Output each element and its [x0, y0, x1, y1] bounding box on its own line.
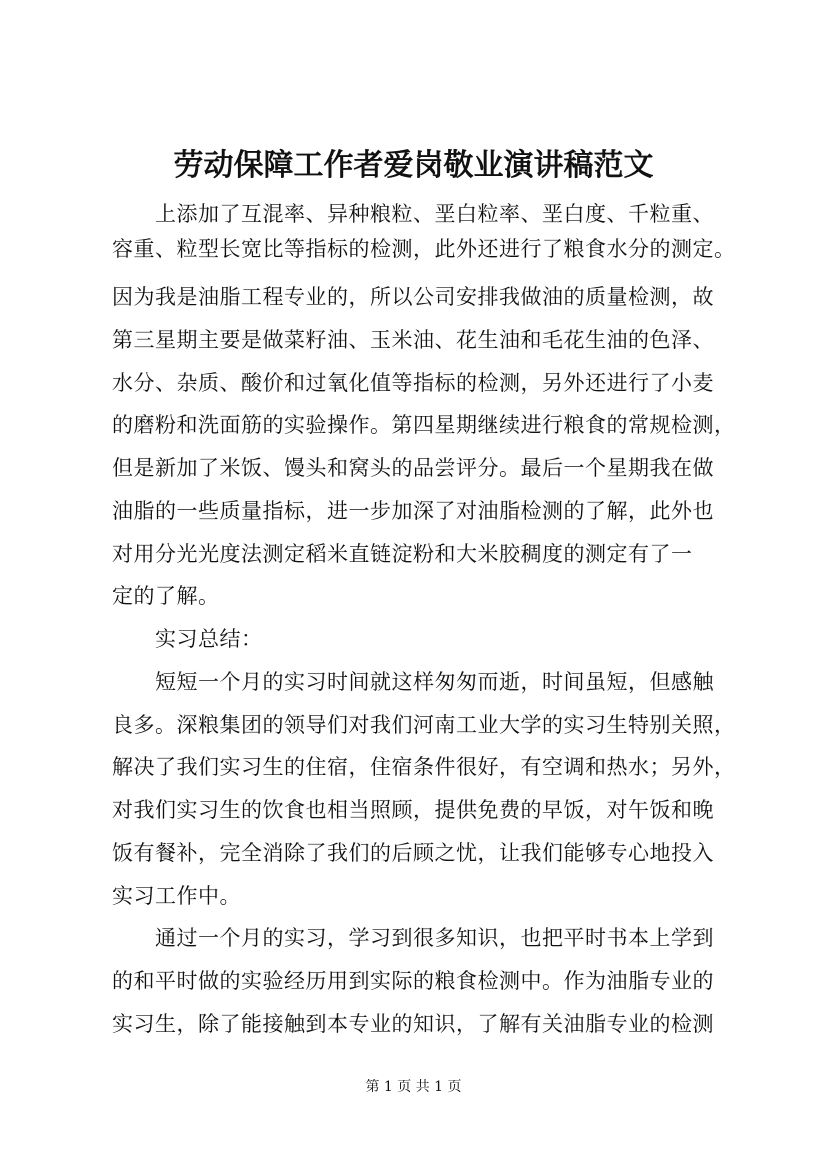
paragraph-line: 对用分光光度法测定稻米直链淀粉和大米胶稠度的测定有了一: [112, 542, 693, 566]
paragraph-line: 良多。深粮集团的领导们对我们河南工业大学的实习生特别关照，: [112, 713, 736, 737]
paragraph-line: 容重、粒型长宽比等指标的检测，此外还进行了粮食水分的测定。: [112, 237, 736, 261]
paragraph-line: 但是新加了米饭、馒头和窝头的品尝评分。最后一个星期我在做: [112, 456, 714, 480]
paragraph-line: 上添加了互混率、异种粮粒、垩白粒率、垩白度、千粒重、: [112, 202, 714, 226]
section-heading: 实习总结：: [112, 627, 263, 651]
paragraph-line: 第三星期主要是做菜籽油、玉米油、花生油和毛花生油的色泽、: [112, 328, 714, 352]
paragraph-line: 解决了我们实习生的住宿，住宿条件很好，有空调和热水；另外，: [112, 755, 736, 779]
paragraph-line: 定的了解。: [112, 584, 220, 608]
paragraph-line: 实习工作中。: [112, 884, 241, 908]
document-title: 劳动保障工作者爱岗敬业演讲稿范文: [173, 148, 654, 183]
paragraph-line: 实习生，除了能接触到本专业的知识，了解有关油脂专业的检测: [112, 1012, 714, 1036]
paragraph-line: 短短一个月的实习时间就这样匆匆而逝，时间虽短，但感触: [112, 670, 714, 694]
paragraph-line: 水分、杂质、酸价和过氧化值等指标的检测，另外还进行了小麦: [112, 371, 714, 395]
paragraph-line: 的磨粉和洗面筋的实验操作。第四星期继续进行粮食的常规检测，: [112, 413, 736, 437]
paragraph-line: 因为我是油脂工程专业的，所以公司安排我做油的质量检测，故: [112, 285, 714, 309]
page-number-footer: 第 1 页 共 1 页: [365, 1079, 462, 1095]
paragraph-line: 对我们实习生的饮食也相当照顾，提供免费的早饭，对午饭和晚: [112, 798, 714, 822]
paragraph-line: 饭有餐补，完全消除了我们的后顾之忧，让我们能够专心地投入: [112, 841, 714, 865]
paragraph-line: 的和平时做的实验经历用到实际的粮食检测中。作为油脂专业的: [112, 969, 714, 993]
paragraph-line: 通过一个月的实习，学习到很多知识，也把平时书本上学到: [112, 926, 714, 950]
paragraph-line: 油脂的一些质量指标，进一步加深了对油脂检测的了解，此外也: [112, 499, 714, 523]
